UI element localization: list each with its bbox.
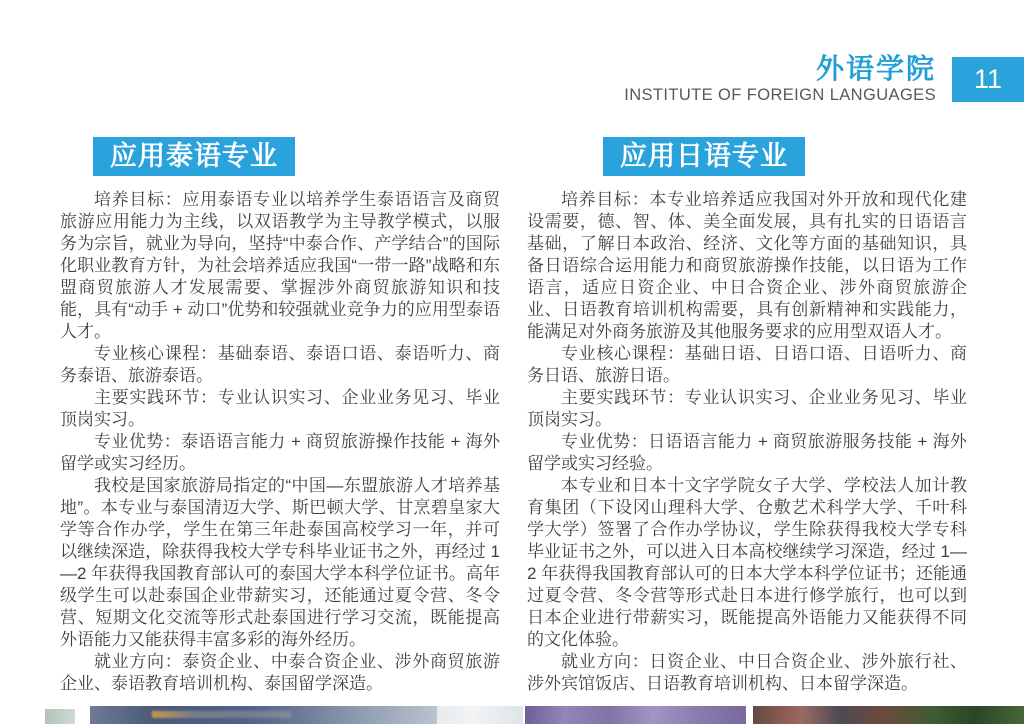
paragraph: 就业方向：日资企业、中日合资企业、涉外旅行社、涉外宾馆饭店、日语教育培训机构、日本留学深造。 — [527, 652, 967, 693]
section-applied-thai — [60, 137, 500, 695]
page-number-badge: 11 — [952, 57, 1024, 102]
paragraph: 专业核心课程：基础泰语、泰语口语、泰语听力、商务泰语、旅游泰语。 — [60, 344, 500, 385]
paragraph: 本专业和日本十文字学院女子大学、学校法人加计教育集团（下设冈山理科大学、仓敷艺术科学大学、千叶科学大学）签署了合作办学协议，学生除获得我校大学专科毕业证书之外，可以进入日本高校继续学习深造，经过 1—2 年获得我国教育部认可的日本大学本科学位证书；还能通过夏令营、冬令营等形式赴日本进行修学旅行，也可以到日本企业进行带薪实习，既能提高外语能力又能获得不同的文化体验。 — [527, 476, 967, 649]
section-title-japanese: 应用日语专业 — [603, 137, 805, 176]
photo-purple-curtain — [525, 706, 746, 724]
page-header — [624, 55, 1024, 104]
paragraph: 专业核心课程：基础日语、日语口语、日语听力、商务日语、旅游日语。 — [527, 344, 967, 385]
photo-campus-banner — [90, 706, 437, 724]
institute-name-cn: 外语学院 — [815, 53, 936, 84]
photo-outdoor-group — [753, 706, 1024, 724]
photo-classroom-light — [437, 706, 523, 724]
institute-name-en: INSTITUTE OF FOREIGN LANGUAGES — [624, 86, 936, 104]
content-columns — [60, 137, 967, 695]
section-title-thai: 应用泰语专业 — [93, 137, 295, 176]
section-applied-japanese — [527, 137, 967, 695]
section-body-japanese — [527, 189, 967, 695]
paragraph: 我校是国家旅游局指定的“中国—东盟旅游人才培养基地”。本专业与泰国清迈大学、斯巴顿大学、甘烹碧皇家大学等合作办学，学生在第三年赴泰国高校学习一年，并可以继续深造，除获得我校大学专科毕业证书之外，再经过 1—2 年获得我国教育部认可的泰国大学本科学位证书。高年级学生可以赴泰国企业带薪实习，还能通过夏令营、冬令营、短期文化交流等形式赴泰国进行学习交流，既能提高外语能力又能获得丰富多彩的海外经历。 — [60, 476, 500, 649]
paragraph: 主要实践环节：专业认识实习、企业业务见习、毕业顶岗实习。 — [60, 388, 500, 429]
paragraph: 专业优势：泰语语言能力 + 商贸旅游操作技能 + 海外留学或实习经历。 — [60, 432, 500, 473]
institute-title-block — [624, 55, 936, 104]
photo-green-sliver — [45, 709, 75, 724]
paragraph: 专业优势：日语语言能力 + 商贸旅游服务技能 + 海外留学或实习经验。 — [527, 432, 967, 473]
paragraph: 培养目标：应用泰语专业以培养学生泰语语言及商贸旅游应用能力为主线，以双语教学为主导教学模式，以服务为宗旨，就业为导向，坚持“中泰合作、产学结合”的国际化职业教育方针，为社会培养适应我国“一带一路”战略和东盟商贸旅游人才发展需要、掌握涉外商贸旅游知识和技能，具有“动手 + 动口”优势和较强就业竞争力的应用型泰语人才。 — [60, 190, 500, 341]
paragraph: 主要实践环节：专业认识实习、企业业务见习、毕业顶岗实习。 — [527, 388, 967, 429]
section-body-thai — [60, 189, 500, 695]
paragraph: 就业方向：泰资企业、中泰合资企业、涉外商贸旅游企业、泰语教育培训机构、泰国留学深造。 — [60, 652, 500, 693]
paragraph: 培养目标：本专业培养适应我国对外开放和现代化建设需要，德、智、体、美全面发展，具有扎实的日语语言基础，了解日本政治、经济、文化等方面的基础知识，具备日语综合运用能力和商贸旅游操作技能，以日语为工作语言，适应日资企业、中日合资企业、涉外商贸旅游企业、日语教育培训机构需要，具有创新精神和实践能力，能满足对外商务旅游及其他服务要求的应用型双语人才。 — [527, 190, 967, 341]
